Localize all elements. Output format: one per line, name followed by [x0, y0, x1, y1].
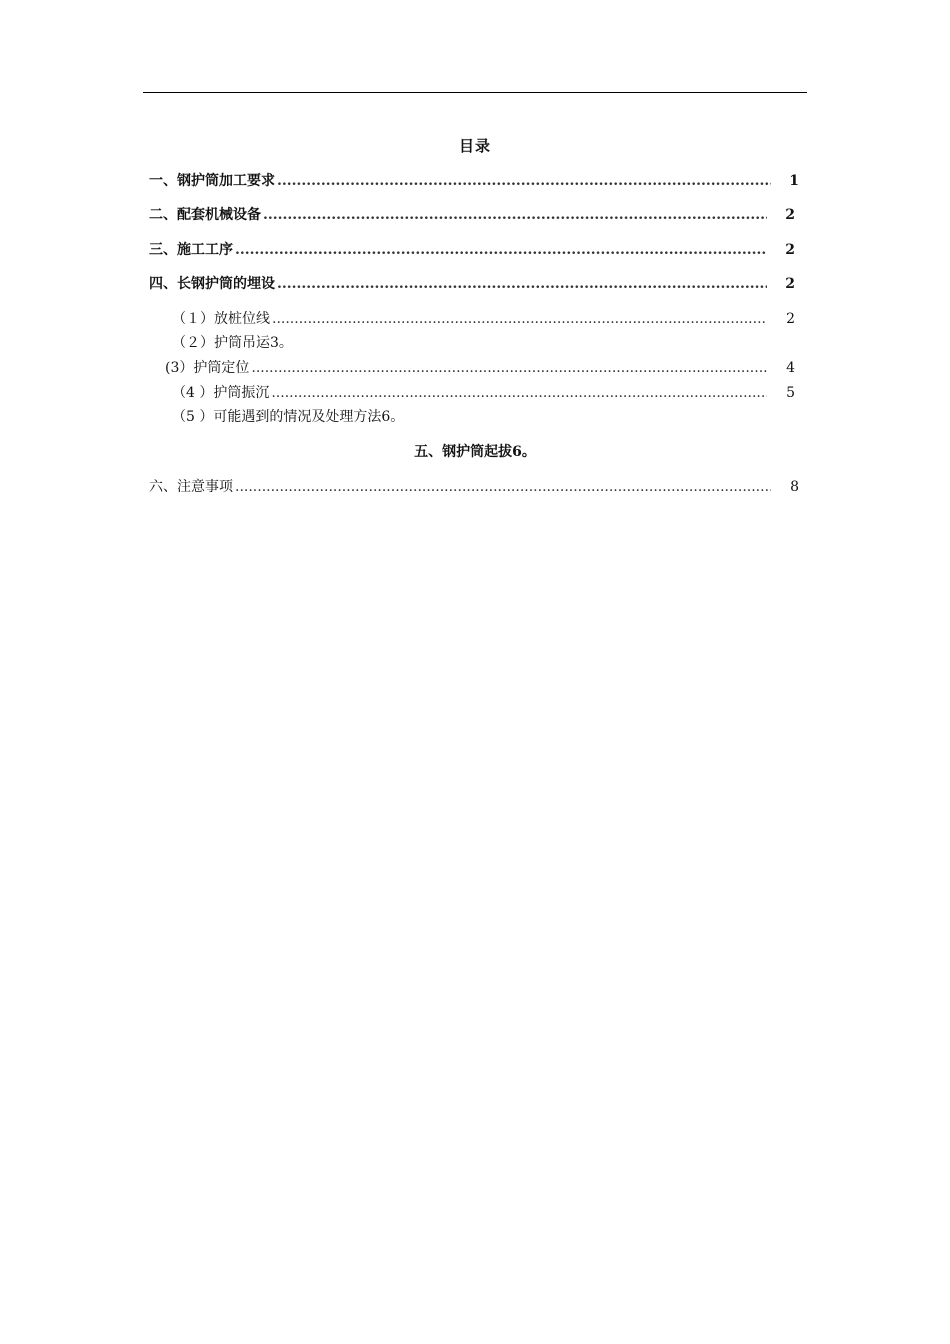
toc-page-number: 4: [786, 360, 795, 376]
toc-leader: [277, 274, 767, 294]
toc-entry-4[interactable]: [149, 274, 795, 294]
toc-leader: [251, 358, 767, 378]
toc-entry-label: 二、配套机械设备: [149, 207, 261, 223]
toc-leader: [235, 240, 767, 260]
toc-page-number: 1: [789, 173, 799, 189]
toc-entry-label: 一、钢护筒加工要求: [149, 173, 275, 189]
toc-entry-1[interactable]: [149, 171, 799, 191]
toc-entry-5[interactable]: 五、钢护筒起拔6。: [414, 444, 536, 460]
toc-leader: [263, 205, 767, 225]
toc-page-number: 2: [785, 207, 795, 223]
toc-title: 目录: [458, 137, 491, 155]
toc-page-number: 2: [785, 242, 795, 258]
toc-leader: [271, 383, 767, 403]
header-rule: [143, 92, 807, 93]
toc-entry-label: 三、施工工序: [149, 242, 233, 258]
toc-subentry-1[interactable]: [172, 309, 795, 329]
toc-entry-label: 六、注意事项: [149, 479, 233, 495]
toc-page-number: 5: [786, 385, 795, 401]
toc-page-number: 2: [786, 311, 795, 327]
toc-entry-label: （4 ）护筒振沉: [172, 385, 270, 401]
toc-entry-6[interactable]: [149, 477, 799, 497]
toc-leader: [235, 477, 771, 497]
toc-entry-label: 四、长钢护筒的埋设: [149, 276, 275, 292]
toc-entry-label: （１）放桩位线: [172, 311, 270, 327]
toc-page-number: 2: [785, 276, 795, 292]
toc-page-number: 8: [790, 479, 799, 495]
toc-subentry-4[interactable]: [172, 383, 795, 403]
toc-leader: [277, 171, 771, 191]
toc-leader: [272, 309, 767, 329]
toc-subentry-3[interactable]: [165, 358, 795, 378]
toc-subentry-5[interactable]: （5 ）可能遇到的情况及处理方法6。: [172, 409, 405, 425]
toc-entry-3[interactable]: [149, 240, 795, 260]
toc-entry-label: (3）护筒定位: [165, 360, 250, 376]
toc-subentry-2[interactable]: （２）护筒吊运3。: [172, 335, 293, 351]
toc-entry-2[interactable]: [149, 205, 795, 225]
